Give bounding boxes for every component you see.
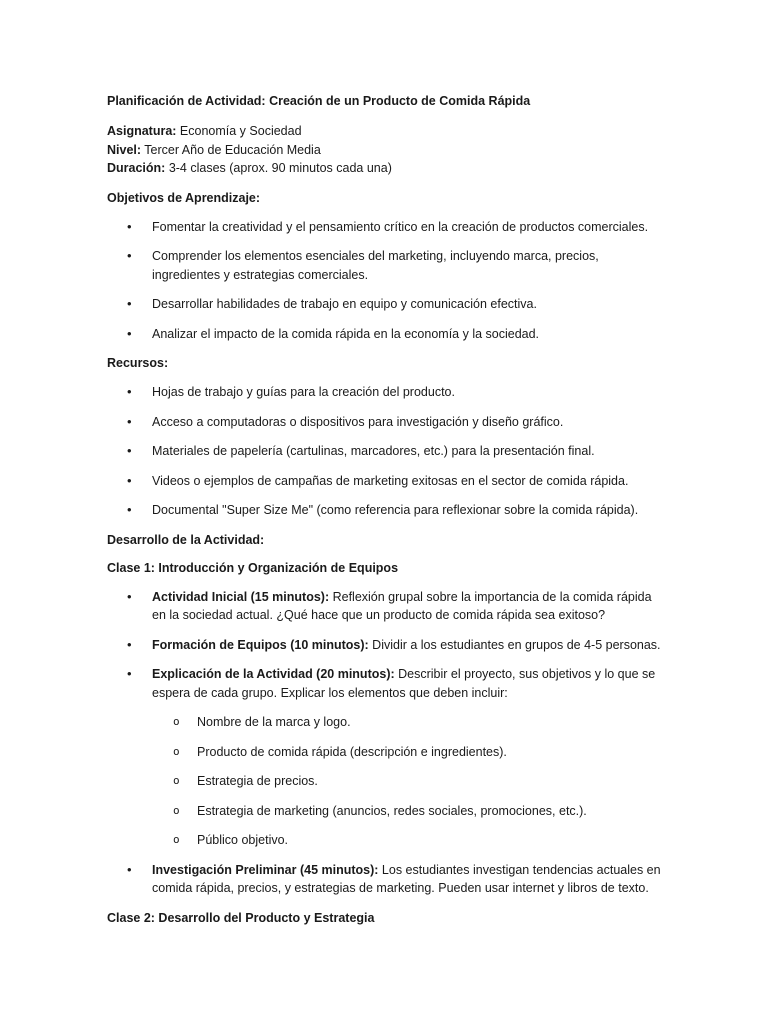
sub-list-item: o Nombre de la marca y logo.: [152, 713, 667, 732]
item-lead: Explicación de la Actividad (20 minutos):: [152, 667, 395, 681]
meta-label: Asignatura:: [107, 124, 177, 138]
sub-list-item: o Público objetivo.: [152, 831, 667, 850]
item-lead: Actividad Inicial (15 minutos):: [152, 589, 330, 604]
item-lead: Formación de Equipos (10 minutos):: [152, 637, 369, 652]
list-item: [107, 588, 667, 625]
course-meta: [107, 122, 667, 178]
resources-list: [107, 383, 667, 520]
document-page: [107, 93, 667, 938]
list-item: • Documental "Super Size Me" (como referencia para reflexionar sobre la comida rápida).: [107, 501, 667, 520]
meta-subject: [107, 122, 667, 141]
list-item: • Hojas de trabajo y guías para la creación del producto.: [107, 383, 667, 402]
item-text: Reflexión grupal sobre la importancia de la comida rápida en la sociedad actual. ¿Qué hace que un producto de comida rápida sea exitoso?: [152, 589, 652, 622]
meta-duration: [107, 159, 667, 178]
document-title: Planificación de Actividad: Creación de un Producto de Comida Rápida: [107, 94, 531, 108]
meta-value: Economía y Sociedad: [176, 124, 302, 138]
development-heading: Desarrollo de la Actividad:: [107, 532, 265, 547]
resources-heading: Recursos:: [107, 356, 169, 370]
list-item: • Fomentar la creatividad y el pensamiento crítico en la creación de productos comerciales.: [107, 218, 667, 237]
sub-list-item: o Producto de comida rápida (descripción e ingredientes).: [152, 743, 667, 762]
sub-list-item: o Estrategia de precios.: [152, 772, 667, 791]
class2-heading: Clase 2: Desarrollo del Producto y Estrategia: [107, 910, 375, 925]
list-item: [107, 665, 667, 850]
meta-label: Nivel:: [107, 142, 142, 157]
meta-value: Tercer Año de Educación Media: [141, 142, 321, 157]
item-text: Dividir a los estudiantes en grupos de 4-5 personas.: [368, 637, 661, 652]
sub-list-item: o Estrategia de marketing (anuncios, redes sociales, promociones, etc.).: [152, 802, 667, 821]
list-item: [107, 861, 667, 898]
objectives-heading: Objetivos de Aprendizaje:: [107, 190, 261, 205]
class1-list: [107, 588, 667, 898]
meta-label: Duración:: [107, 161, 166, 175]
meta-level: [107, 141, 667, 160]
item-text: Los estudiantes investigan tendencias actuales en comida rápida, precios, y estrategias de marketing. Pueden usar internet y libros de texto.: [152, 862, 661, 895]
elements-sublist: [152, 713, 667, 850]
list-item: • Analizar el impacto de la comida rápida en la economía y la sociedad.: [107, 325, 667, 344]
list-item: [107, 636, 667, 655]
objectives-list: [107, 218, 667, 344]
list-item: • Comprender los elementos esenciales del marketing, incluyendo marca, precios, ingredientes y estrategias comerciales.: [107, 247, 667, 284]
item-lead: Investigación Preliminar (45 minutos):: [152, 862, 379, 877]
item-text: Describir el proyecto, sus objetivos y lo que se espera de cada grupo. Explicar los elementos que deben incluir:: [152, 667, 656, 700]
list-item: • Videos o ejemplos de campañas de marketing exitosas en el sector de comida rápida.: [107, 472, 667, 491]
list-item: • Desarrollar habilidades de trabajo en equipo y comunicación efectiva.: [107, 295, 667, 314]
meta-value: 3-4 clases (aprox. 90 minutos cada una): [165, 161, 392, 175]
list-item: • Materiales de papelería (cartulinas, marcadores, etc.) para la presentación final.: [107, 442, 667, 461]
class1-heading: Clase 1: Introducción y Organización de Equipos: [107, 560, 399, 575]
list-item: • Acceso a computadoras o dispositivos para investigación y diseño gráfico.: [107, 413, 667, 432]
